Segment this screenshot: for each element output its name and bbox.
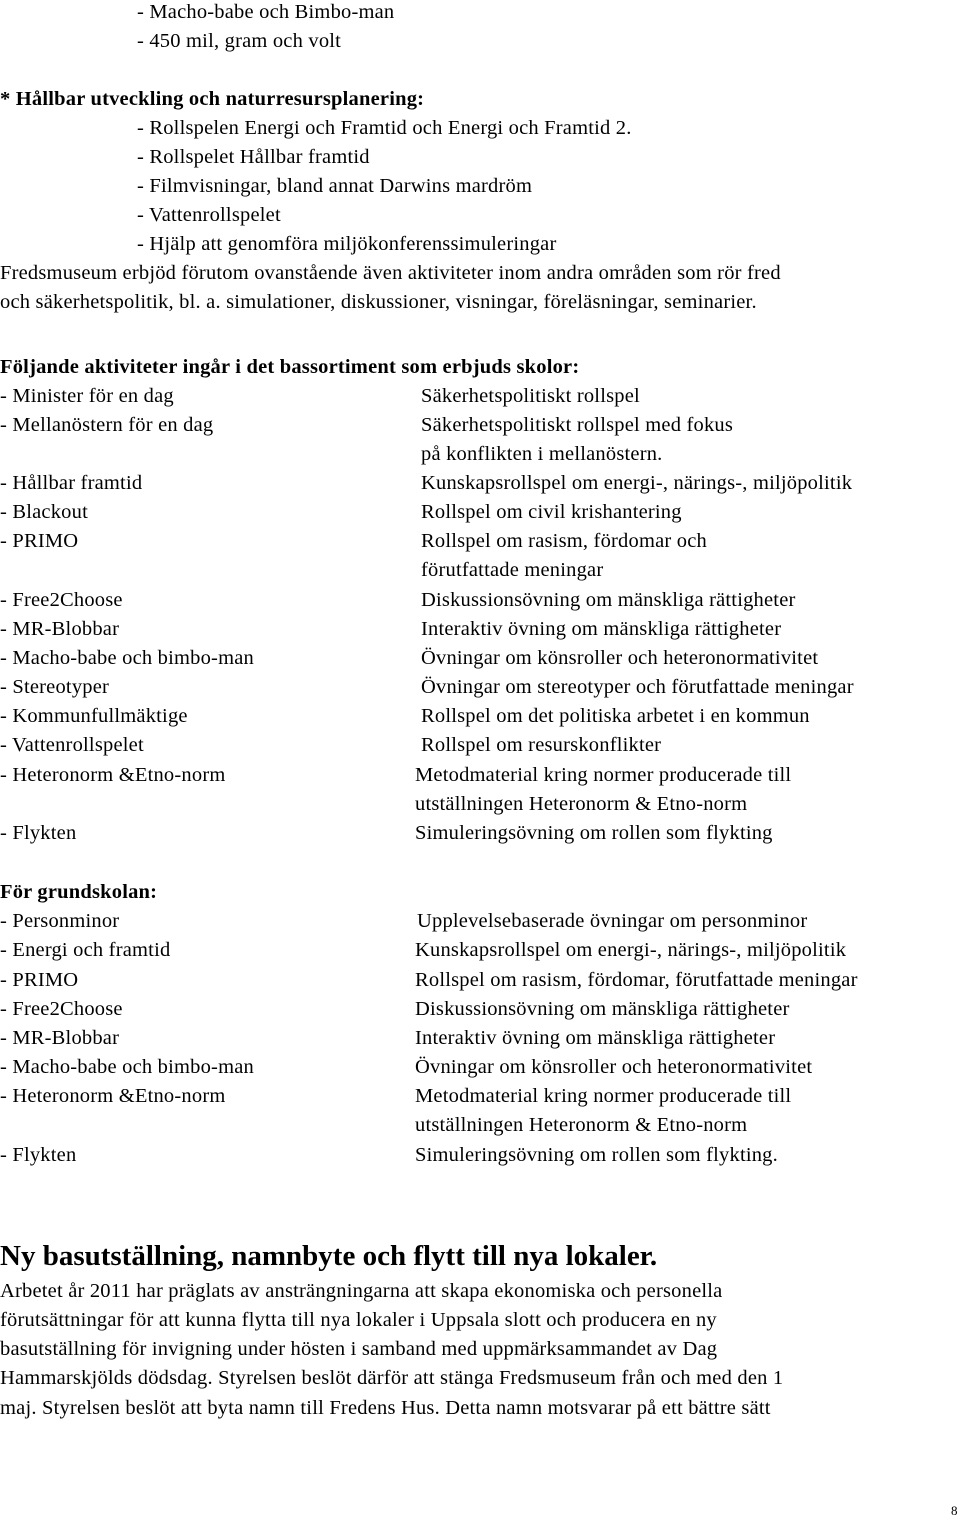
grund-activity-name: - Energi och framtid — [0, 939, 171, 961]
bas-activity-desc: Interaktiv övning om mänskliga rättigheter — [421, 618, 782, 640]
bas-activity-name: - Heteronorm &Etno-norm — [0, 764, 226, 786]
hallbar-item: - Hjälp att genomföra miljökonferenssimuleringar — [137, 233, 557, 255]
bas-activity-desc: Säkerhetspolitiskt rollspel med fokus — [421, 414, 734, 436]
bas-activity-name: - MR-Blobbar — [0, 618, 120, 640]
bas-activity-desc: Rollspel om rasism, fördomar och — [421, 530, 707, 552]
grund-activity-desc: Övningar om könsroller och heteronormativitet — [415, 1056, 813, 1078]
bas-activity-desc: Rollspel om resurskonflikter — [421, 734, 662, 756]
bas-activity-desc: Diskussionsövning om mänskliga rättigheter — [421, 589, 796, 611]
grund-activity-desc: Upplevelsebaserade övningar om personminor — [417, 910, 808, 932]
grund-activity-desc: utställningen Heteronorm & Etno-norm — [415, 1114, 748, 1136]
grund-activity-desc: Metodmaterial kring normer producerade till — [415, 1085, 792, 1107]
bas-activity-desc: Metodmaterial kring normer producerade till — [415, 764, 792, 786]
bas-activity-desc: på konflikten i mellanöstern. — [421, 443, 663, 465]
bas-activity-desc: Övningar om stereotyper och förutfattade meningar — [421, 676, 854, 698]
bas-activity-name: - Free2Choose — [0, 589, 123, 611]
grund-activity-desc: Interaktiv övning om mänskliga rättigheter — [415, 1027, 776, 1049]
hallbar-item: - Rollspelet Hållbar framtid — [137, 146, 370, 168]
hallbar-item: - Vattenrollspelet — [137, 204, 281, 226]
grund-activity-desc: Kunskapsrollspel om energi-, närings-, miljöpolitik — [415, 939, 847, 961]
hallbar-item: - Rollspelen Energi och Framtid och Energi och Framtid 2. — [137, 117, 632, 139]
bas-activity-name: - Minister för en dag — [0, 385, 174, 407]
bas-activity-desc: förutfattade meningar — [421, 559, 604, 581]
hallbar-paragraph-line: Fredsmuseum erbjöd förutom ovanstående även aktiviteter inom andra områden som rör fred — [0, 262, 781, 284]
bas-activity-name: - Vattenrollspelet — [0, 734, 144, 756]
top-list-item: - 450 mil, gram och volt — [137, 30, 342, 52]
bas-activity-name: - Blackout — [0, 501, 88, 523]
bas-activity-desc: Rollspel om civil krishantering — [421, 501, 682, 523]
bas-activity-desc: Övningar om könsroller och heteronormativitet — [421, 647, 819, 669]
basutstallning-line: basutställning för invigning under hösten i samband med uppmärksammandet av Dag — [0, 1338, 718, 1360]
grundskolan-heading: För grundskolan: — [0, 881, 158, 903]
bas-activity-name: - Stereotyper — [0, 676, 110, 698]
grund-activity-name: - Heteronorm &Etno-norm — [0, 1085, 226, 1107]
bassortiment-heading: Följande aktiviteter ingår i det bassortiment som erbjuds skolor: — [0, 356, 580, 378]
hallbar-item: - Filmvisningar, bland annat Darwins mardröm — [137, 175, 533, 197]
grund-activity-desc: Simuleringsövning om rollen som flykting. — [415, 1144, 778, 1166]
bas-activity-desc: Säkerhetspolitiskt rollspel — [421, 385, 640, 407]
bas-activity-desc: Simuleringsövning om rollen som flykting — [415, 822, 773, 844]
grund-activity-name: - Free2Choose — [0, 998, 123, 1020]
bas-activity-name: - Hållbar framtid — [0, 472, 143, 494]
grund-activity-name: - Flykten — [0, 1144, 77, 1166]
hallbar-paragraph-line: och säkerhetspolitik, bl. a. simulationer, diskussioner, visningar, föreläsningar, seminarier. — [0, 291, 757, 313]
basutstallning-line: Hammarskjölds dödsdag. Styrelsen beslöt därför att stänga Fredsmuseum från och med den 1 — [0, 1367, 784, 1389]
basutstallning-line: förutsättningar för att kunna flytta till nya lokaler i Uppsala slott och producera en ny — [0, 1309, 717, 1331]
grund-activity-desc: Rollspel om rasism, fördomar, förutfattade meningar — [415, 969, 858, 991]
bas-activity-desc: utställningen Heteronorm & Etno-norm — [415, 793, 748, 815]
bas-activity-name: - Kommunfullmäktige — [0, 705, 188, 727]
bas-activity-name: - Macho-babe och bimbo-man — [0, 647, 254, 669]
basutstallning-line: Arbetet år 2011 har präglats av ansträngningarna att skapa ekonomiska och personella — [0, 1280, 723, 1302]
bas-activity-name: - Flykten — [0, 822, 77, 844]
grund-activity-name: - PRIMO — [0, 969, 79, 991]
grund-activity-desc: Diskussionsövning om mänskliga rättigheter — [415, 998, 790, 1020]
bas-activity-desc: Rollspel om det politiska arbetet i en kommun — [421, 705, 810, 727]
grund-activity-name: - Macho-babe och bimbo-man — [0, 1056, 254, 1078]
grund-activity-name: - MR-Blobbar — [0, 1027, 120, 1049]
page-number: 8 — [951, 1503, 958, 1518]
basutstallning-heading: Ny basutställning, namnbyte och flytt till nya lokaler. — [0, 1240, 658, 1272]
bas-activity-name: - PRIMO — [0, 530, 79, 552]
bas-activity-name: - Mellanöstern för en dag — [0, 414, 214, 436]
grund-activity-name: - Personminor — [0, 910, 120, 932]
basutstallning-line: maj. Styrelsen beslöt att byta namn till Fredens Hus. Detta namn motsvarar på ett bättre sätt — [0, 1397, 771, 1419]
hallbar-heading: * Hållbar utveckling och naturresursplanering: — [0, 88, 425, 110]
bas-activity-desc: Kunskapsrollspel om energi-, närings-, miljöpolitik — [421, 472, 853, 494]
top-list-item: - Macho-babe och Bimbo-man — [137, 1, 395, 23]
